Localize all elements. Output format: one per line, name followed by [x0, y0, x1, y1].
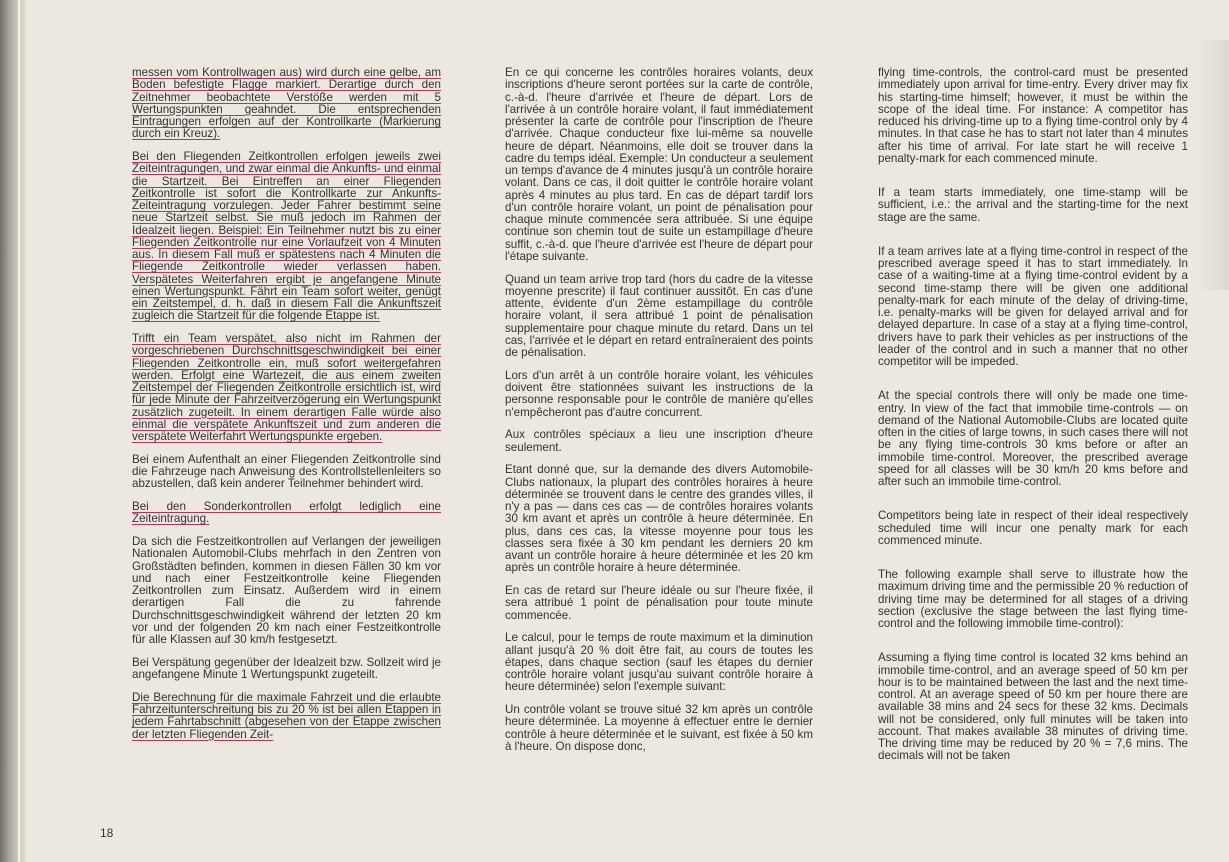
- paragraph: Assuming a flying time control is located 32 kms behind an immobile time-control, and an average speed of 50 km per hour is to be maintained between the last and the next time-control. At an average speed of 50 km per houre there are available 38 mins and 24 secs for these 32 kms. Decimals will not be considered, only full minutes will be taken into account. That makes available 38 minutes of driving time. The driving time may be reduced by 20 % = 7,6 mins. The decimals will not be taken: [878, 651, 1188, 763]
- paragraph: Quand un team arrive trop tard (hors du cadre de la vitesse moyenne prescrite) il faut continuer aussitôt. En cas d'une attente, évidente d'un 2ème estampillage du contrôle horaire volant, il sera attribué 1 point de pénalisation supplementaire pour chaque minute du retard. Dans un tel cas, l'arrivée et le départ en retard entraîneraient des points de pénalisation.: [505, 272, 813, 359]
- paragraph: Trifft ein Team verspätet, also nicht im Rahmen der vorgeschriebenen Durchschnittsgeschwindigkeit bei einer Fliegenden Zeitkontrolle ein, muß sofort weitergefahren werden. Erfolgt eine Wartezeit, die aus einem zweiten Zeitstempel der Fliegenden Zeitkontrolle ersichtlich ist, wird für jede Minute der Fahrzeitverzögerung ein Wertungspunkt zusätzlich zugeteilt. In einem derartigen Falle würde also einmal die verspätete Ankunftszeit und zum anderen die verspätete Weiterfahrt Wertungspunkte ergeben.: [132, 332, 441, 443]
- paragraph: Un contrôle volant se trouve situé 32 km après un contrôle heure déterminée. La moyenne à effectuer entre le dernier contrôle à heure déterminée et le suivant, est fixée à 50 km à l'heure. On dispose donc,: [505, 703, 813, 753]
- page-number: 18: [100, 826, 114, 840]
- show-through-shadow: [1196, 40, 1229, 290]
- paragraph: Competitors being late in respect of their ideal respectively scheduled time will incur one penalty mark for each commenced minute.: [878, 509, 1188, 547]
- paragraph: Bei den Sonderkontrollen erfolgt lediglich eine Zeiteintragung.: [132, 500, 441, 526]
- paragraph: Lors d'un arrêt à un contrôle horaire volant, les véhicules doivent être stationnées suivant les instructions de la personne responsable pour le contrôle de manière qu'elles n'empêcheront pas d'autre concurrent.: [505, 368, 813, 419]
- paragraph: En cas de retard sur l'heure idéale ou sur l'heure fixée, il sera attribué 1 point de pénalisation pour toute minute commencée.: [505, 584, 813, 622]
- paragraph: Da sich die Festzeitkontrollen auf Verlangen der jeweiligen Nationalen Automobil-Clubs mehrfach in den Zentren von Großstädten befinden, kommen in diesen Fällen 30 km vor und nach einer Festzeitkontrolle keine Fliegenden Zeitkontrollen zum Einsatz. Außerdem wird in einem derartigen Fall die zu fahrende Durchschnittsgeschwindigkeit während der letzten 20 km vor und der folgenden 20 km nach einer Festzeitkontrolle für alle Klassen auf 30 km/h festgesetzt.: [132, 535, 441, 646]
- french-text-column: [505, 67, 813, 764]
- paragraph: En ce qui concerne les contrôles horaires volants, deux inscriptions d'heure seront portées sur la carte de contrôle, c.-à-d. l'heure d'arrivée et l'heure de départ. Lors de l'arrivée à un contrôle horaire volant, il faut immédiatement présenter la carte de contrôle pour l'inscription de l'heure d'arrivée. Chaque conducteur fixe lui-même sa nouvelle heure de départ. Néanmoins, elle doit se trouver dans la cadre du temps idéal. Exemple: Un conducteur a seulement un temps d'avance de 4 minutes jusqu'à un contrôle horaire volant. Dans ce cas, il doit quitter le contrôle horaire volant après 4 minutes au plus tard. En cas de départ tardif lors d'un contrôle horaire volant, un point de pénalisation pour chaque minute commencée sera attribuée. Si une équipe continue son chemin tout de suite un estampillage d'heure suffit, c.-à-d. que l'heure d'arrivée est l'heure de départ pour l'étape suivante.: [505, 66, 813, 263]
- paragraph: messen vom Kontrollwagen aus) wird durch eine gelbe, am Boden befestigte Flagge markiert. Derartige durch den Zeitnehmer beobachtete Verstöße werden mit 5 Wertungspunkten geahndet. Die entsprechenden Eintragungen erfolgen auf der Kontrollkarte (Markierung durch ein Kreuz).: [132, 66, 441, 141]
- paragraph: Aux contrôles spéciaux a lieu une inscription d'heure seulement.: [505, 428, 813, 454]
- paragraph: Etant donné que, sur la demande des divers Automobile-Clubs nationaux, la plupart des contrôles horaires à heure déterminée se trouvent dans le centre des grandes villes, il n'y a pas — dans ces cas — de contrôles horaires volants 30 km avant et après un contrôle à heure déterminée. En plus, dans ces cas, la vitesse moyenne pour tous les classes sera fixée à 30 km pendant les derniers 20 km avant un contrôle horaire à heure déterminée et les 20 km après un contrôle horaire à heure déterminée.: [505, 463, 813, 575]
- paragraph: Die Berechnung für die maximale Fahrzeit und die erlaubte Fahrzeitunterschreitung bis zu 20 % ist bei allen Etappen in jedem Fahrtabschnitt (abgesehen von der Etappe zwischen der letzten Fliegenden Zeit-: [132, 690, 441, 741]
- paragraph: If a team arrives late at a flying time-control in respect of the prescribed average speed it has to start immediately. In case of a waiting-time at a flying time-control evident by a second time-stamp there will be given one additional penalty-mark for each minute of the delay of driving-time, i.e. penalty-marks will be given for delayed arrival and for delayed departure. In case of a stay at a flying time-control, drivers have to park their vehicles as per instructions of the leader of the control and in such a manner that no other competitor will be impeded.: [878, 244, 1188, 368]
- english-text-column: [878, 67, 1188, 785]
- paragraph: flying time-controls, the control-card must be presented immediately upon arrival for time-entry. Every driver may fix his starting-time himself; however, it must be within the scope of the ideal time. For instance: A competitor has reduced his driving-time up to a flying time-control only by 4 minutes. In that case he has to start not later than 4 minutes after his time of arrival. For late start he will receive 1 penalty-mark for each commenced minute.: [878, 66, 1188, 165]
- paragraph: If a team starts immediately, one time-stamp will be sufficient, i.e.: the arrival and the starting-time for the next stage are the same.: [878, 186, 1188, 224]
- german-text-column: [132, 67, 441, 751]
- paragraph: Bei den Fliegenden Zeitkontrollen erfolgen jeweils zwei Zeiteintragungen, und zwar einmal die Ankunfts- und einmal die Startzeit. Bei Eintreffen an einer Fliegenden Zeitkontrolle ist sofort die Kontrollkarte zur Ankunfts-Zeiteintragung vorzulegen. Jeder Fahrer bestimmt seine neue Startzeit selbst. Sie muß jedoch im Rahmen der Idealzeit liegen. Beispiel: Ein Teilnehmer nutzt bis zu einer Fliegenden Zeitkontrolle nur eine Vorlaufzeit von 4 Minuten aus. In diesem Fall muß er spätestens nach 4 Minuten die Fliegende Zeitkontrolle wieder verlassen haben. Verspätetes Weiterfahren ergibt je angefangene Minute einen Wertungspunkt. Fährt ein Team sofort weiter, genügt ein Zeitstempel, d. h. daß in diesem Fall die Ankunftszeit zugleich die Startzeit für die folgende Etappe ist.: [132, 150, 441, 323]
- paragraph: Bei Verspätung gegenüber der Idealzeit bzw. Sollzeit wird je angefangene Minute 1 Wertungspunkt zugeteilt.: [132, 655, 441, 681]
- paragraph: At the special controls there will only be made one time-entry. In view of the fact that immobile time-controls — on demand of the National Automobile-Clubs are located quite often in the cities of large towns, in such cases there will not be any flying time-controls 30 kms before or after an immobile time-control. Moreover, the prescribed average speed for all classes will be 30 km/h 20 kms before and after such an immobile time-control.: [878, 389, 1188, 488]
- paragraph: Bei einem Aufenthalt an einer Fliegenden Zeitkontrolle sind die Fahrzeuge nach Anweisung des Kontrollstellenleiters so abzustellen, daß kein anderer Teilnehmer behindert wird.: [132, 452, 441, 491]
- paragraph: The following example shall serve to illustrate how the maximum driving time and the permissible 20 % reduction of driving time may be determined for all stages of a driving section (exclusive the stage between the last flying time-control and the following immobile time-control):: [878, 568, 1188, 630]
- book-binding: [0, 0, 26, 862]
- paragraph: Le calcul, pour le temps de route maximum et la diminution allant jusqu'à 20 % doit être fait, au cours de toutes les étapes, dans chaque section (sauf les étapes du dernier contrôle horaire volant jusqu'au suivant contrôle horaire à heure déterminée) selon l'exemple suivant:: [505, 631, 813, 694]
